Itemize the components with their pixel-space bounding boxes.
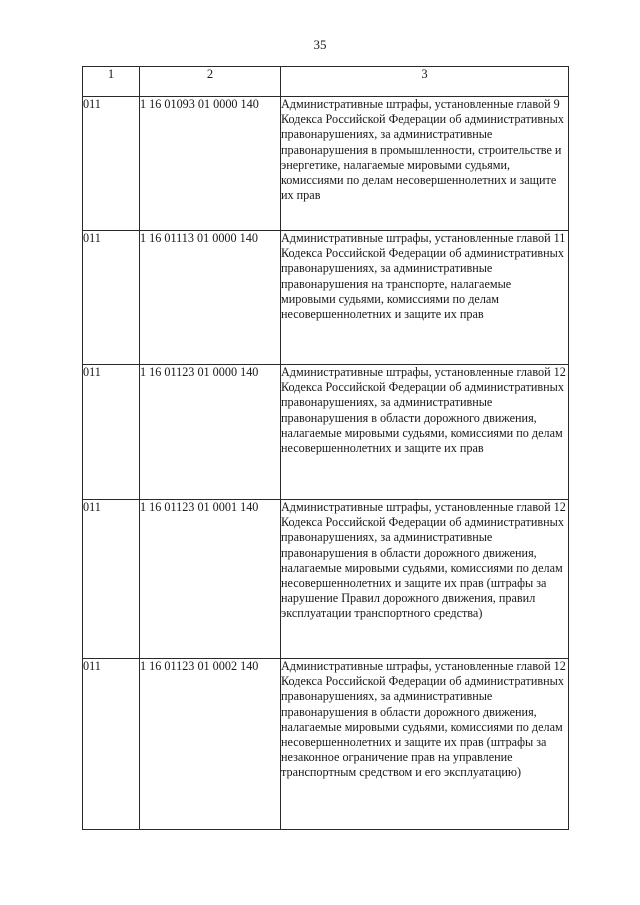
table-row (83, 231, 569, 365)
table-row (83, 97, 569, 231)
table-header-row (83, 67, 569, 97)
column-header-3: 3 (281, 67, 569, 97)
admin-code-cell: 011 (83, 500, 140, 659)
admin-code-cell: 011 (83, 659, 140, 830)
description-cell: Административные штрафы, установленные главой 11 Кодекса Российской Федерации об административных правонарушениях, за административные правонарушения на транспорте, налагаемые мировыми судьями, комиссиями по делам несовершеннолетних и защите их прав (281, 231, 569, 365)
description-cell: Административные штрафы, установленные главой 12 Кодекса Российской Федерации об административных правонарушениях, за административные правонарушения в области дорожного движения, налагаемые мировыми судьями, комиссиями по делам несовершеннолетних и защите их прав (штрафы за незаконное ограничение прав на управление транспортным средством и его эксплуатацию) (281, 659, 569, 830)
description-cell: Административные штрафы, установленные главой 12 Кодекса Российской Федерации об административных правонарушениях, за административные правонарушения в области дорожного движения, налагаемые мировыми судьями, комиссиями по делам несовершеннолетних и защите их прав (штрафы за нарушение Правил дорожного движения, правил эксплуатации транспортного средства) (281, 500, 569, 659)
table-row (83, 365, 569, 500)
kbk-code-cell: 1 16 01113 01 0000 140 (140, 231, 281, 365)
kbk-code-cell: 1 16 01123 01 0000 140 (140, 365, 281, 500)
table-row (83, 659, 569, 830)
admin-code-cell: 011 (83, 365, 140, 500)
kbk-code-cell: 1 16 01123 01 0001 140 (140, 500, 281, 659)
column-header-2: 2 (140, 67, 281, 97)
budget-classification-table (82, 66, 569, 830)
description-cell: Административные штрафы, установленные главой 12 Кодекса Российской Федерации об административных правонарушениях, за административные правонарушения в области дорожного движения, налагаемые мировыми судьями, комиссиями по делам несовершеннолетних и защите их прав (281, 365, 569, 500)
page-number: 35 (313, 37, 327, 52)
kbk-code-cell: 1 16 01123 01 0002 140 (140, 659, 281, 830)
admin-code-cell: 011 (83, 97, 140, 231)
kbk-code-cell: 1 16 01093 01 0000 140 (140, 97, 281, 231)
column-header-1: 1 (83, 67, 140, 97)
admin-code-cell: 011 (83, 231, 140, 365)
table-row (83, 500, 569, 659)
description-cell: Административные штрафы, установленные главой 9 Кодекса Российской Федерации об административных правонарушениях, за административные правонарушения в промышленности, строительстве и энергетике, налагаемые мировыми судьями, комиссиями по делам несовершеннолетних и защите их прав (281, 97, 569, 231)
